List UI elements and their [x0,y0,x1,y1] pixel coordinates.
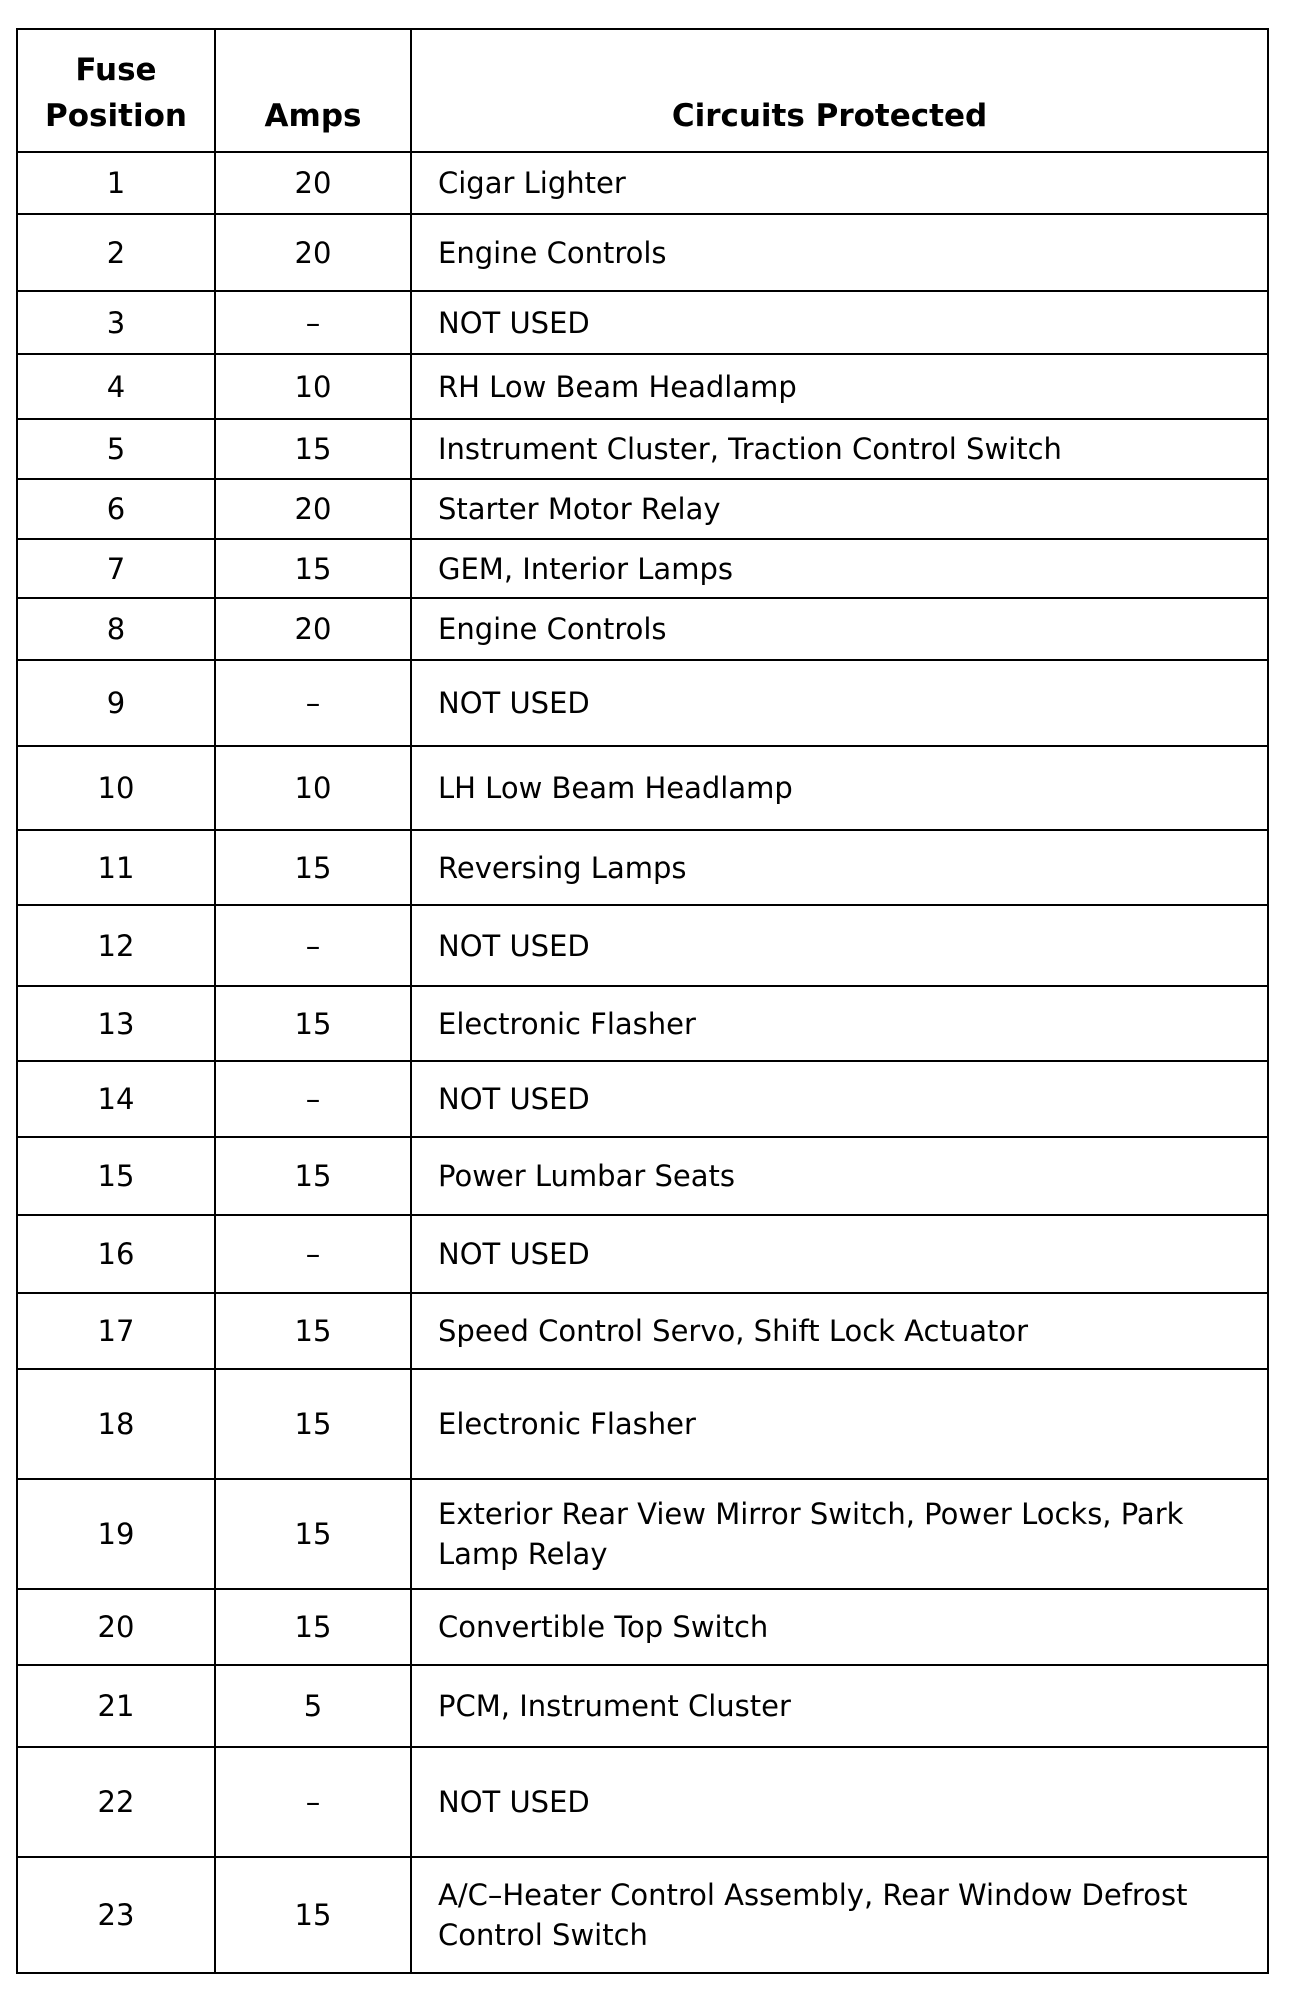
fuse-position-cell: 16 [17,1215,215,1293]
circuits-cell: Engine Controls [411,598,1268,660]
table-row [17,746,1268,830]
header-circuits-protected: Circuits Protected [411,29,1268,152]
amps-cell: 15 [215,830,411,905]
circuits-cell: NOT USED [411,1747,1268,1857]
fuse-position-cell: 23 [17,1857,215,1973]
table-row [17,1061,1268,1137]
amps-cell: 15 [215,1857,411,1973]
circuits-cell: LH Low Beam Headlamp [411,746,1268,830]
fuse-position-cell: 8 [17,598,215,660]
circuits-cell: Instrument Cluster, Traction Control Switch [411,419,1268,479]
amps-cell: 20 [215,598,411,660]
circuits-cell: GEM, Interior Lamps [411,539,1268,598]
fuse-position-cell: 21 [17,1665,215,1747]
amps-cell: – [215,1061,411,1137]
fuse-table-body [17,152,1268,1973]
table-row [17,479,1268,539]
table-row [17,1215,1268,1293]
fuse-position-cell: 10 [17,746,215,830]
circuits-cell: NOT USED [411,1061,1268,1137]
circuits-cell: Electronic Flasher [411,1369,1268,1479]
amps-cell: 15 [215,1137,411,1215]
header-row [17,29,1268,152]
fuse-position-cell: 15 [17,1137,215,1215]
fuse-position-cell: 3 [17,291,215,354]
circuits-cell: Starter Motor Relay [411,479,1268,539]
fuse-position-cell: 4 [17,354,215,419]
fuse-position-cell: 17 [17,1293,215,1369]
circuits-cell: Power Lumbar Seats [411,1137,1268,1215]
amps-cell: 15 [215,1479,411,1589]
table-row [17,214,1268,291]
fuse-position-cell: 2 [17,214,215,291]
fuse-table [16,28,1269,1974]
header-fuse-position-line2: Position [45,98,187,134]
table-row [17,1293,1268,1369]
table-row [17,354,1268,419]
amps-cell: 15 [215,1293,411,1369]
amps-cell: – [215,291,411,354]
amps-cell: 15 [215,1369,411,1479]
circuits-cell: NOT USED [411,1215,1268,1293]
table-row [17,1479,1268,1589]
table-row [17,1137,1268,1215]
amps-cell: – [215,1215,411,1293]
amps-cell: 15 [215,986,411,1061]
table-row [17,986,1268,1061]
fuse-position-cell: 7 [17,539,215,598]
fuse-position-cell: 20 [17,1589,215,1665]
table-row [17,905,1268,986]
circuits-cell: Convertible Top Switch [411,1589,1268,1665]
fuse-position-cell: 14 [17,1061,215,1137]
header-fuse-position [17,29,215,152]
table-row [17,1589,1268,1665]
fuse-position-cell: 18 [17,1369,215,1479]
header-amps: Amps [215,29,411,152]
fuse-position-cell: 12 [17,905,215,986]
amps-cell: 15 [215,539,411,598]
amps-cell: 15 [215,1589,411,1665]
table-row [17,1665,1268,1747]
fuse-position-cell: 13 [17,986,215,1061]
amps-cell: – [215,1747,411,1857]
fuse-position-cell: 6 [17,479,215,539]
circuits-cell: Reversing Lamps [411,830,1268,905]
circuits-cell: NOT USED [411,905,1268,986]
amps-cell: 20 [215,152,411,214]
amps-cell: 20 [215,214,411,291]
fuse-position-cell: 5 [17,419,215,479]
table-row [17,291,1268,354]
circuits-cell: NOT USED [411,291,1268,354]
table-row [17,152,1268,214]
amps-cell: 10 [215,746,411,830]
circuits-cell: Exterior Rear View Mirror Switch, Power Locks, Park Lamp Relay [411,1479,1268,1589]
fuse-position-cell: 22 [17,1747,215,1857]
header-fuse-position-line1: Fuse [75,52,157,88]
amps-cell: 10 [215,354,411,419]
table-row [17,1369,1268,1479]
table-row [17,660,1268,746]
circuits-cell: PCM, Instrument Cluster [411,1665,1268,1747]
circuits-cell: RH Low Beam Headlamp [411,354,1268,419]
amps-cell: 5 [215,1665,411,1747]
table-row [17,539,1268,598]
fuse-position-cell: 9 [17,660,215,746]
circuits-cell: Speed Control Servo, Shift Lock Actuator [411,1293,1268,1369]
circuits-cell: Engine Controls [411,214,1268,291]
circuits-cell: NOT USED [411,660,1268,746]
circuits-cell: Cigar Lighter [411,152,1268,214]
amps-cell: – [215,660,411,746]
table-row [17,830,1268,905]
amps-cell: – [215,905,411,986]
amps-cell: 15 [215,419,411,479]
table-row [17,1857,1268,1973]
fuse-position-cell: 1 [17,152,215,214]
circuits-cell: Electronic Flasher [411,986,1268,1061]
table-row [17,419,1268,479]
fuse-position-cell: 11 [17,830,215,905]
table-row [17,1747,1268,1857]
amps-cell: 20 [215,479,411,539]
circuits-cell: A/C–Heater Control Assembly, Rear Window Defrost Control Switch [411,1857,1268,1973]
table-row [17,598,1268,660]
fuse-position-cell: 19 [17,1479,215,1589]
